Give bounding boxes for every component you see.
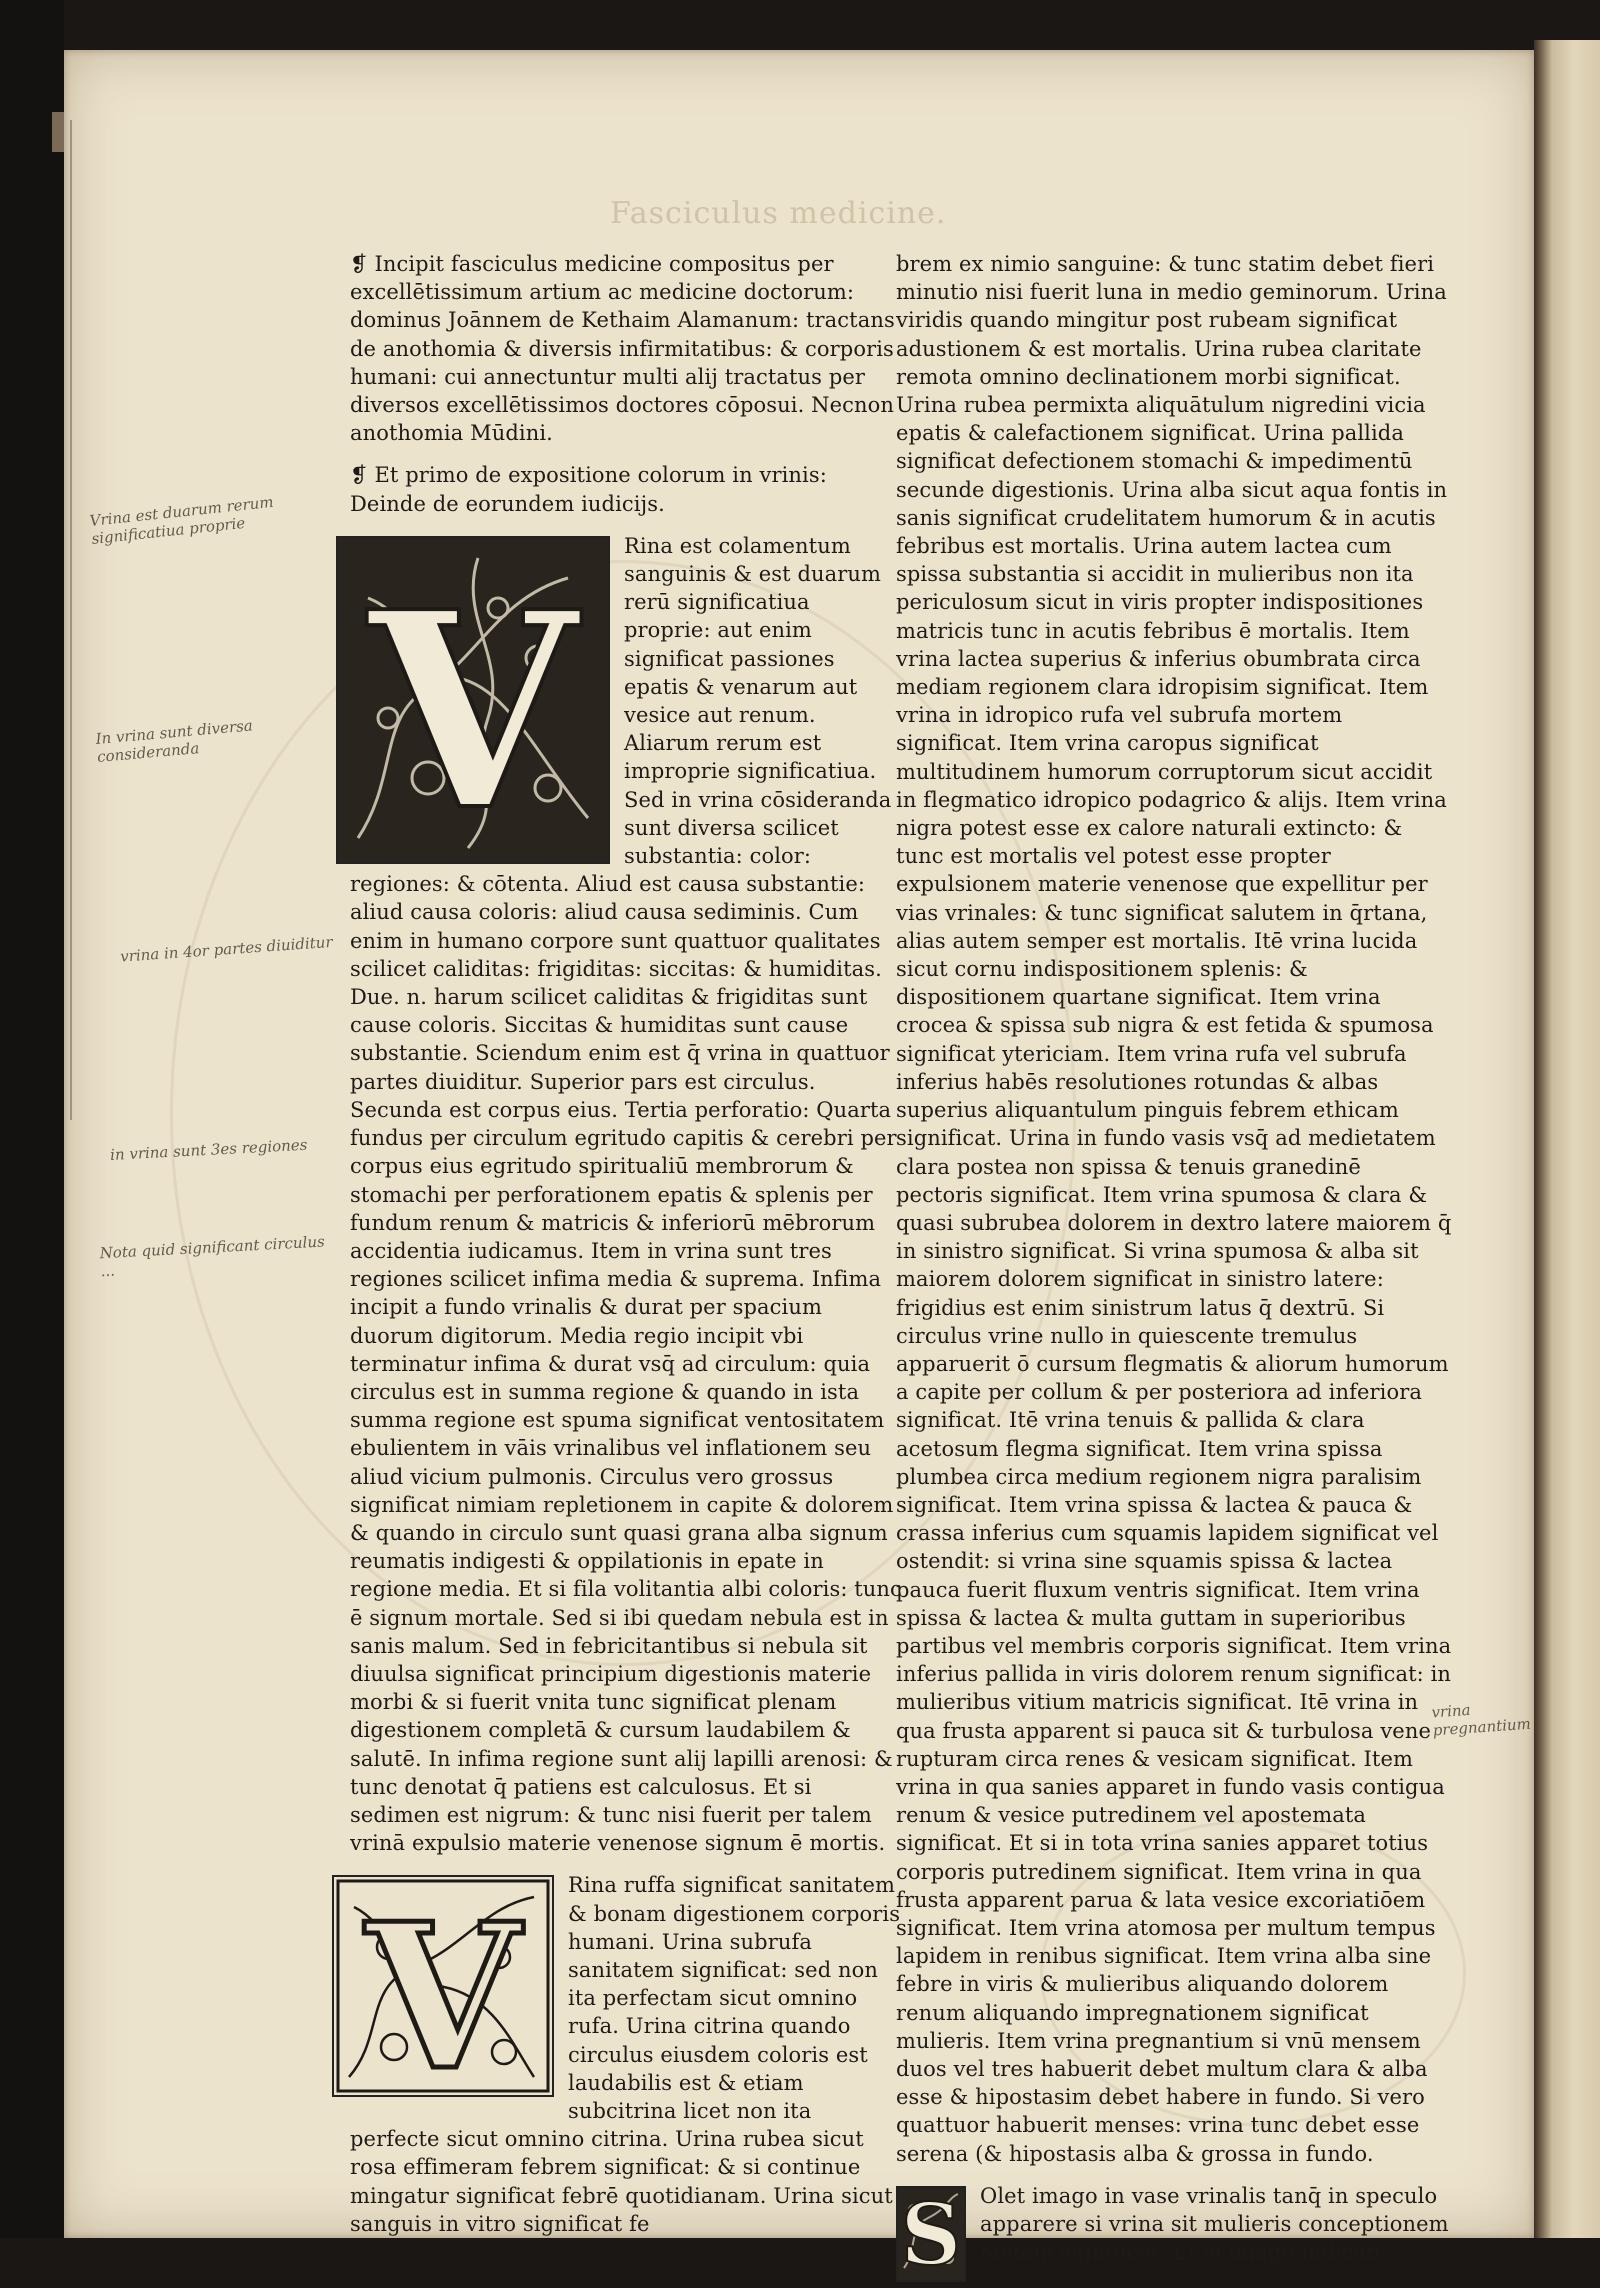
decorated-initial-V [332,1875,554,2097]
incipit-paragraph: ❡ Incipit fasciculus medicine compositus per excellētissimum artium ac medicine doctorum: dominus Joānnem de Kethaim Alamanum: tractans de anothomia & diversis infirmitatibus: & corporis humani: cui annectuntur multi alij tractatus per diversos excellētissimos doctores cōposui. Necnon anothomia Mūdini. [350,252,895,446]
marginal-note: in vrina sunt 3es regiones [109,1135,308,1165]
decorated-initial-S [896,2186,966,2282]
decorated-initial-V [336,536,610,864]
initial-letter: V [368,551,578,862]
initial-letter: S [900,2187,962,2280]
text-column-right [896,250,1452,2288]
initial-letter: V [365,1880,521,2096]
marginal-note: Nota quid significant circulus ... [99,1232,326,1281]
marginal-note-right: vrina pregnantium [1430,1700,1532,1740]
marginal-note: vrina in 4or partes diuiditur [119,932,334,966]
scan-ruler-tick [52,112,64,152]
incipit-text: Incipit fasciculus medicine compositus per excellētissimum artium ac medicine doctorum: dominus Joānnem de Kethaim Alamanum: tractans de anothomia & diversis infirmitatibus: & corporis humani: cui annectuntur multi alij tractatus per diversos excellētissimos doctores cōposui. Necnon anothomia Mūdini. [350,252,895,446]
text-paragraph: Rina ruffa significat sanitatem & bonam digestionem corporis humani. Urina subrufa sanitatem significat: sed non ita perfectam sicut omnino rufa. Urina citrina quando circulus eiusdem coloris est laudabilis est & etiam subcitrina licet non ita perfecte sicut omnino citrina. Urina rubea sicut rosa effimeram febrem significat: & si continue mingatur significat febrē quotidianam. Urina sicut sanguis in vitro significat fe [350,1873,901,2236]
marginal-note: In vrina sunt diversa consideranda [94,716,254,766]
marginal-note: Vrina est duarum rerum significatiua proprie [88,492,275,548]
subheading-paragraph: ❡ Et primo de expositione colorum in vrinis: Deinde de eorundem iudicijs. [350,463,827,516]
text-paragraph: Olet imago in vase vrinalis tanq̄ in speculo apparere si vrina sit mulieris conceptionem factam significat. Et si imago indicanᵕ [980,2183,1449,2265]
running-head: Fasciculus medicine. [610,196,947,231]
page-edge-rule [70,120,72,1120]
text-paragraph: Rina est colamentum sanguinis & est duarum rerū significatiua proprie: aut enim significat passiones epatis & venarum aut vesice aut renum. Aliarum rerum est improprie significatiua. Sed in vrina cōsideranda sunt diversa scilicet substantia: color: regiones: & cōtenta. Aliud est causa substantie: aliud causa coloris: aliud causa sediminis. Cum enim in humano corpore sunt quattuor qualitates scilicet caliditas: frigiditas: siccitas: & humiditas. Due. n. harum scilicet caliditas & frigiditas sunt cause coloris. Siccitas & humiditas sunt cause substantie. Sciendum enim est q̄ vrina in quattuor partes diuiditur. Superior pars est circulus. Secunda est corpus eius. Tertia perforatio: Quarta fundus per circulum egritudo capitis & cerebri per corpus eius egritudo spiritualiū membrorum & stomachi per perforationem epatis & splenis per fundum renum & matricis & inferiorū mēbrorum accidentia iudicamus. Item in vrina sunt tres regiones scilicet infima media & suprema. Infima incipit a fundo vrinalis & durat per spacium duorum digitorum. Media regio incipit vbi terminatur infima & durat vsq̄ ad circulum: quia circulus est in summa regione & quando in ista summa regione est spuma significat ventositatem ebulientem in vāis vrinalibus vel inflationem seu aliud vicium pulmonis. Circulus vero grossus significat nimiam repletionem in capite & dolorem & quando in circulo sunt quasi grana alba signum reumatis indigesti & oppilationis in epate in regione media. Et si fila volitantia albi coloris: tunc ē signum mortale. Sed si ibi quedam nebula est in sanis malum. Sed in febricitantibus si nebula sit diuulsa significat principium digestionis materie morbi & si fuerit vnita tunc significat plenam digestionem completā & cursum laudabilem & salutē. In infima regione sunt alij lapilli arenosi: & tunc denotat q̄ patiens est calculosus. Et si sedimen est nigrum: & tunc nisi fuerit per talem vrinā expulsio materie venenose signum ē mortis. [350,533,902,1856]
text-paragraph: brem ex nimio sanguine: & tunc statim debet fieri minutio nisi fuerit luna in medio geminorum. Urina viridis quando mingitur post rubeam significat adustionem & est mortalis. Urina rubea claritate remota omnino declinationem morbi significat. Urina rubea permixta aliquātulum nigredini vicia epatis & calefactionem significat. Urina pallida significat defectionem stomachi & impedimentū secunde digestionis. Urina alba sicut aqua fontis in sanis significat crudelitatem humorum & in acutis febribus est mortalis. Urina autem lactea cum spissa substantia si accidit in mulieribus non ita periculosum sicut in viris propter indispositiones matricis tunc in acutis febribus ē mortalis. Item vrina lactea superius & inferius obumbrata circa mediam regionem clara idropisim significat. Item vrina in idropico rufa vel subrufa mortem significat. Item vrina caropus significat multitudinem humorum corruptorum sicut accidit in flegmatico idropico podagrico & alijs. Item vrina nigra potest esse ex calore naturali extincto: & tunc est mortalis vel potest esse propter expulsionem materie venenose que expellitur per vias vrinales: & tunc significat salutem in q̄rtana, alias autem semper est mortalis. Itē vrina lucida sicut cornu indispositionem splenis: & dispositionem quartane significat. Item vrina crocea & spissa sub nigra & est fetida & spumosa significat ytericiam. Item vrina rufa vel subrufa inferius habēs resolutiones rotundas & albas superius aliquantulum pinguis febrem ethicam significat. Urina in fundo vasis vsq̄ ad medietatem clara postea non spissa & tenuis granedinē pectoris significat. Item vrina spumosa & clara & quasi subrubea dolorem in dextro latere maiorem q̄ in sinistro significat. Si vrina spumosa & alba sit maiorem dolorem significat in sinistro latere: frigidius est enim sinistrum latus q̄ dextrū. Si circulus vrine nullo in quiescente tremulus apparuerit ō cursum flegmatis & aliorum humorum a capite per collum & per posteriora ad inferiora significat. Itē vrina tenuis & pallida & clara acetosum flegma significat. Item vrina spissa plumbea circa medium regionem nigra paralisim significat. Item vrina spissa & lactea & pauca & crassa inferius cum squamis lapidem significat vel ostendit: si vrina sine squamis spissa & lactea pauca fuerit fluxum ventris significat. Item vrina spissa & lactea & multa guttam in superioribus partibus vel membris corporis significat. Item vrina inferius pallida in viris dolorem renum significat: in mulieribus vitium matricis significat. Itē vrina in qua frusta apparent si pauca sit & turbulosa vene rupturam circa renes & vesicam significat. Item vrina in qua sanies apparet in fundo vasis contigua renum & vesice putredinem vel apostemata significat. Et si in tota vrina sanies apparet totius corporis putredinem significat. Item vrina in qua frusta apparent parua & lata vesice excoriatiōem significat. Item vrina atomosa per multum tempus lapidem in renibus significat. Item vrina alba sine febre in viris & mulieribus aliquando dolorem renum aliquando impregnationem significat mulieris. Item vrina pregnantium si vnū mensem duos vel tres habuerit debet multum clara & alba esse & hipostasim debet habere in fundo. Si vero quattuor habuerit menses: vrina tunc debet esse serena (& hipostasis alba & grossa in fundo. [896,252,1452,2166]
scan-left-edge [0,0,64,2238]
text-column-left [350,250,902,2238]
subheading-text: Et primo de expositione colorum in vrinis: Deinde de eorundem iudicijs. [350,463,827,516]
book-spine-gutter [1534,40,1600,2238]
